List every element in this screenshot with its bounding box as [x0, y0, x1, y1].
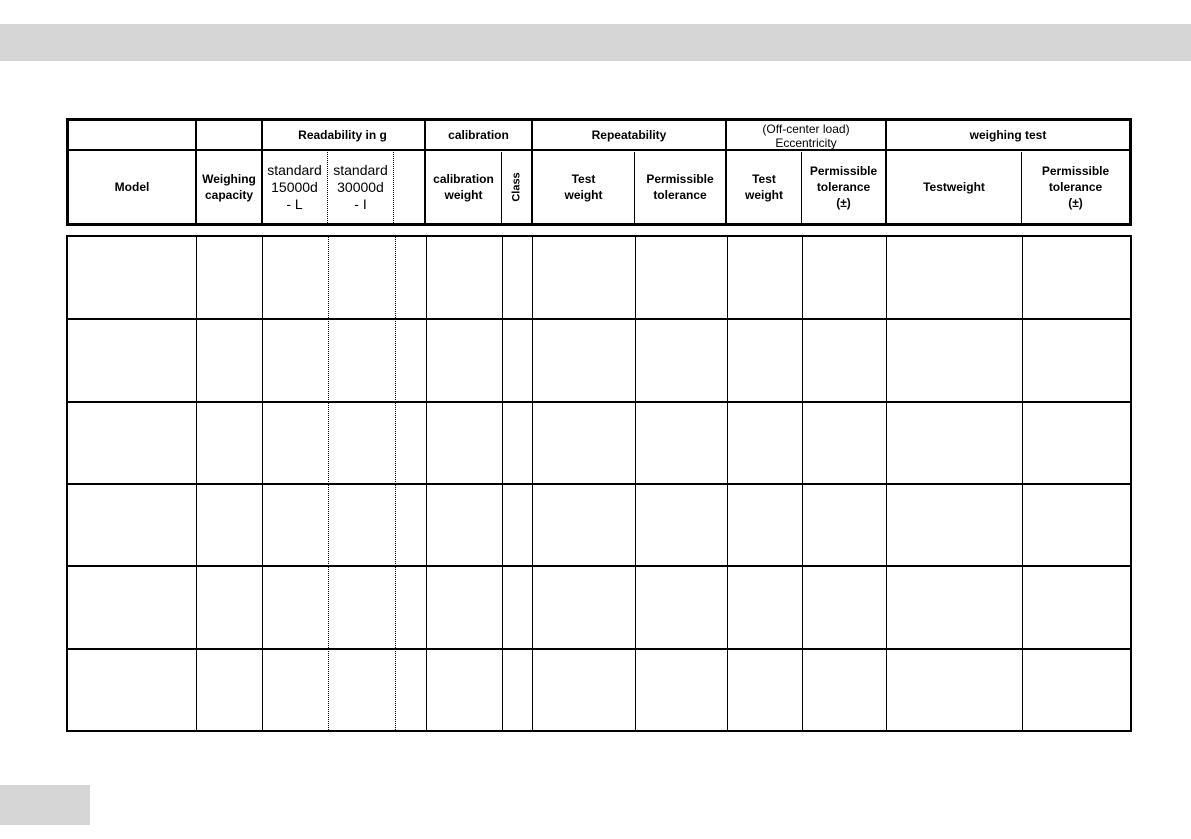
body-vline — [635, 237, 636, 730]
row-divider — [68, 318, 1130, 320]
row-divider — [68, 401, 1130, 403]
body-vline — [1022, 237, 1023, 730]
body-vline — [502, 237, 503, 730]
col-class — [502, 151, 531, 223]
table-header — [66, 118, 1132, 226]
col-model: Model — [114, 180, 150, 194]
group-calibration: calibration — [448, 128, 509, 142]
col-weighing-capacity: Weighing capacity — [202, 172, 256, 202]
col-calibration-weight: calibration weight — [433, 172, 494, 202]
col-repeatability-test-weight: Test weight — [564, 172, 603, 202]
body-vline — [262, 237, 263, 730]
group-repeatability: Repeatability — [591, 128, 667, 142]
body-vline — [802, 237, 803, 730]
group-weighing-test: weighing test — [969, 128, 1047, 142]
body-vline-dotted — [328, 237, 329, 730]
group-readability: Readability in g — [298, 128, 387, 142]
body-vline-dotted — [395, 237, 396, 730]
row-divider — [68, 648, 1130, 650]
col-eccentricity-test-weight: Test weight — [745, 172, 783, 202]
header-vline-dotted — [393, 152, 394, 223]
body-vline — [196, 237, 197, 730]
group-eccentricity: (Off-center load) Eccentricity — [762, 122, 850, 150]
table-body — [66, 235, 1132, 732]
body-vline — [727, 237, 728, 730]
col-testweight: Testweight — [923, 180, 985, 194]
row-divider — [68, 483, 1130, 485]
col-weighing-tolerance: Permissible tolerance (±) — [1041, 164, 1110, 210]
top-header-band — [0, 24, 1191, 61]
col-repeatability-tolerance: Permissible tolerance — [646, 172, 714, 202]
col-class-label: Class — [510, 172, 523, 202]
page-tab — [0, 785, 90, 825]
body-vline — [886, 237, 887, 730]
body-vline — [532, 237, 533, 730]
col-standard-30000d-i: standard 30000d - I — [333, 161, 388, 212]
col-standard-15000d-l: standard 15000d - L — [267, 161, 322, 212]
body-vline — [426, 237, 427, 730]
row-divider — [68, 565, 1130, 567]
col-eccentricity-tolerance: Permissible tolerance (±) — [809, 164, 878, 210]
